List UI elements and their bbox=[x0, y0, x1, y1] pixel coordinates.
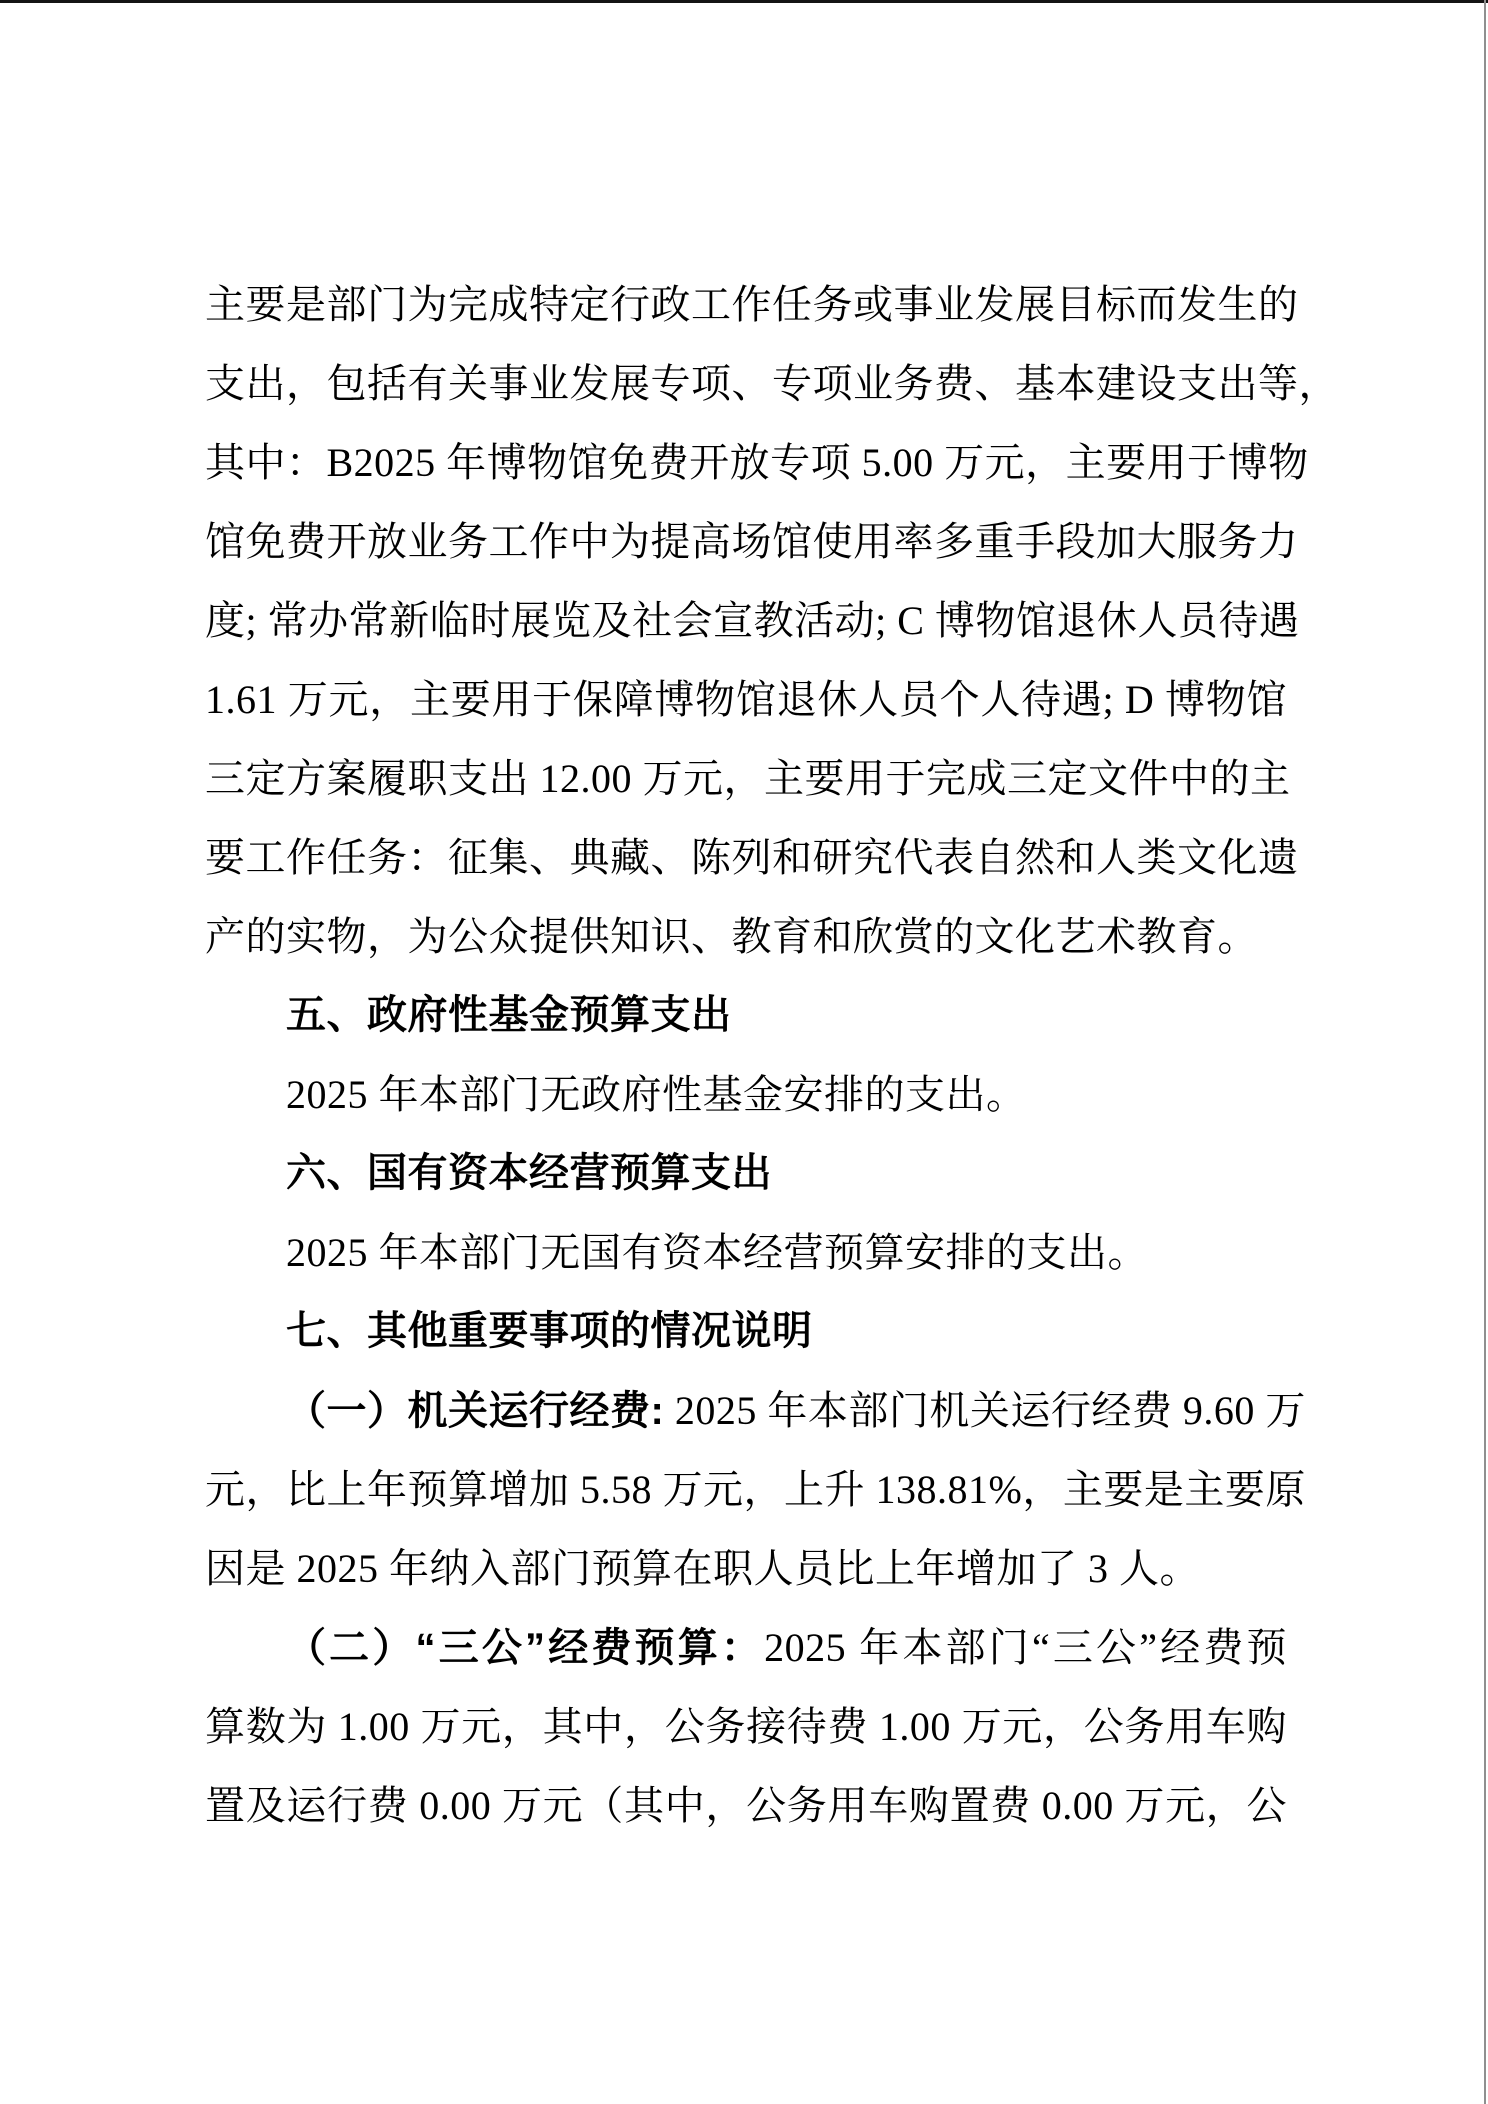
body-text-line: 1.61 万元，主要用于保障博物馆退休人员个人待遇; D 博物馆 bbox=[205, 677, 1287, 722]
body-text-line: 支出，包括有关事业发展专项、专项业务费、基本建设支出等， bbox=[205, 361, 1339, 406]
body-text-run: 2025 年本部门机关运行经费 9.60 万 bbox=[664, 1388, 1306, 1433]
document-text-block bbox=[205, 265, 1339, 1845]
body-text-line: 主要是部门为完成特定行政工作任务或事业发展目标而发生的 bbox=[205, 282, 1299, 327]
section-heading-government-fund-budget: 五、政府性基金预算支出 bbox=[286, 993, 732, 1037]
body-text-line: 度; 常办常新临时展览及社会宣教活动; C 博物馆退休人员待遇 bbox=[205, 598, 1300, 643]
body-text-line: 要工作任务：征集、典藏、陈列和研究代表自然和人类文化遗 bbox=[205, 835, 1299, 880]
page-top-edge bbox=[0, 0, 1488, 3]
section-heading-other-important-matters: 七、其他重要事项的情况说明 bbox=[286, 1309, 813, 1353]
inline-bold-label-operating-expenses: （一）机关运行经费: bbox=[286, 1389, 665, 1433]
body-text-line: 置及运行费 0.00 万元（其中，公务用车购置费 0.00 万元，公 bbox=[205, 1783, 1287, 1828]
body-text-line: 馆免费开放业务工作中为提高场馆使用率多重手段加大服务力 bbox=[205, 519, 1299, 564]
body-text-line bbox=[205, 1608, 1287, 1687]
inline-bold-label-three-public-budget: （二）“三公”经费预算： bbox=[286, 1626, 765, 1670]
body-text-line: 三定方案履职支出 12.00 万元，主要用于完成三定文件中的主 bbox=[205, 756, 1291, 801]
body-text-line: 因是 2025 年纳入部门预算在职人员比上年增加了 3 人。 bbox=[205, 1546, 1200, 1591]
body-text-line bbox=[205, 1371, 1306, 1450]
body-text-run: 2025 年本部门“三公”经费预 bbox=[764, 1625, 1288, 1670]
page-right-edge bbox=[1484, 0, 1486, 2104]
body-text-line: 元，比上年预算增加 5.58 万元，上升 138.81%，主要是主要原 bbox=[205, 1467, 1306, 1512]
body-text-line: 其中：B2025 年博物馆免费开放专项 5.00 万元，主要用于博物 bbox=[205, 440, 1309, 485]
body-text-line: 算数为 1.00 万元，其中，公务接待费 1.00 万元，公务用车购 bbox=[205, 1704, 1287, 1749]
body-text-line: 2025 年本部门无政府性基金安排的支出。 bbox=[286, 1072, 1027, 1117]
section-heading-state-capital-budget: 六、国有资本经营预算支出 bbox=[286, 1151, 772, 1195]
body-text-line: 2025 年本部门无国有资本经营预算安排的支出。 bbox=[286, 1230, 1148, 1275]
body-text-line: 产的实物，为公众提供知识、教育和欣赏的文化艺术教育。 bbox=[205, 914, 1258, 959]
